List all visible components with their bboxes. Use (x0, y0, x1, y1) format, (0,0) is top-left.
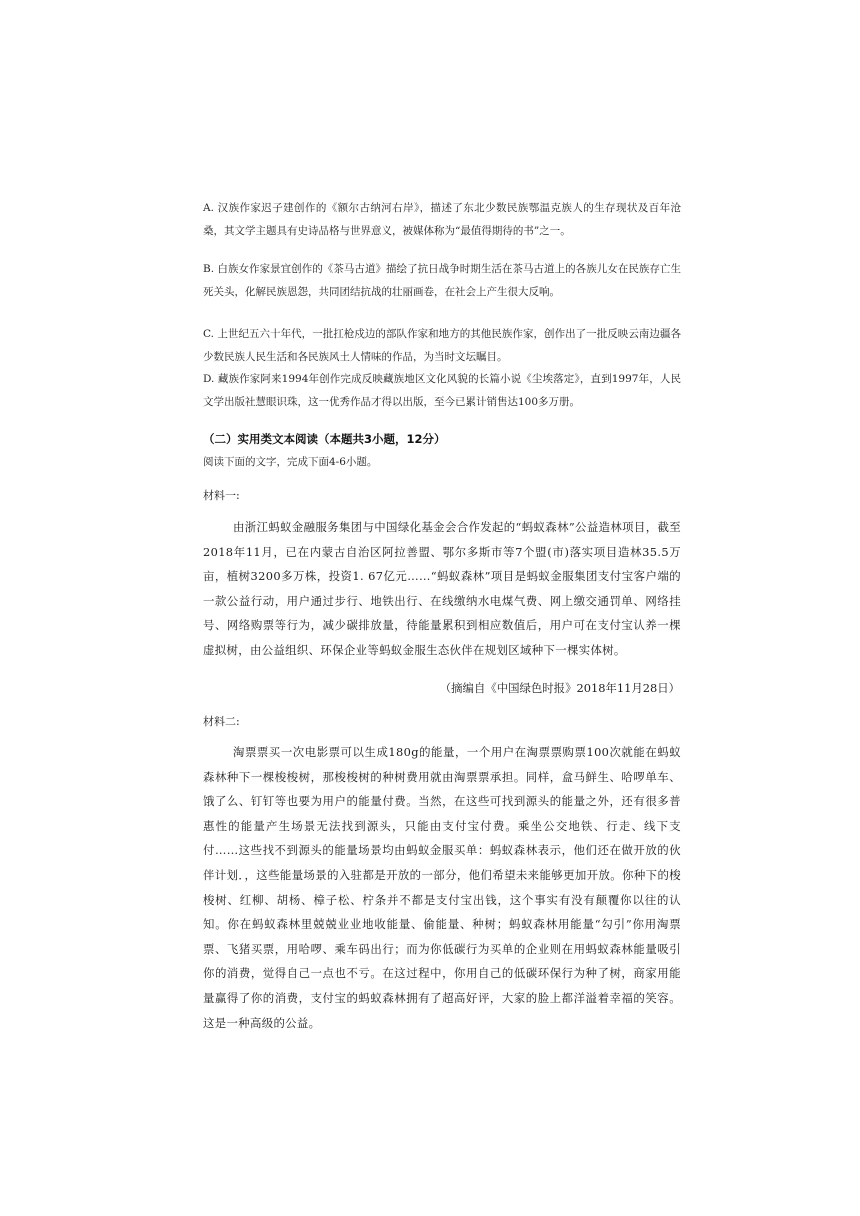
material-1-label: 材料一: (203, 489, 240, 502)
section-instructions: 阅读下面的文字，完成下面4-6小题。 (203, 456, 378, 468)
option-a-text: A. 汉族作家迟子建创作的《额尔古纳河右岸》，描述了东北少数民族鄂温克族人的生存现状及百年沧桑，其文学主题具有史诗品格与世界意义，被媒体称为“最值得期待的书”之一。 (203, 202, 681, 237)
material-1-body: 由浙江蚂蚁金融服务集团与中国绿化基金会合作发起的“蚂蚁森林”公益造林项目，截至2018年11月，已在内蒙古自治区阿拉善盟、鄂尔多斯市等7个盟(市)落实项目造林35.5万亩，植树3200多万株，投资1. 67亿元……“蚂蚁森林”项目是蚂蚁金服集团支付宝客户端的一款公益行动，用户通过步行、地铁出行、在线缴纳水电煤气费、网上缴交通罚单、网络挂号、网络购票等行为，减少碳排放量，待能量累积到相应数值后，用户可在支付宝认养一棵虚拟树，由公益组织、环保企业等蚂蚁金服生态伙伴在规划区域种下一棵实体树。 (203, 520, 681, 657)
option-a (203, 197, 681, 243)
option-c (203, 323, 681, 369)
material-2-label: 材料二: (203, 715, 240, 728)
option-b (203, 258, 681, 304)
section-heading: （二）实用类文本阅读（本题共3小题，12分） (203, 432, 446, 446)
option-d-text: D. 藏族作家阿来1994年创作完成反映藏族地区文化风貌的长篇小说《尘埃落定》，直到1997年，人民文学出版社慧眼识珠，这一优秀作品才得以出版，至今已累计销售达100多万册。 (203, 373, 681, 408)
option-c-text: C. 上世纪五六十年代，一批扛枪戍边的部队作家和地方的其他民族作家，创作出了一批反映云南边疆各少数民族人民生活和各民族风土人情味的作品，为当时文坛瞩目。 (203, 328, 681, 363)
material-1-source: （摘编自《中国绿色时报》2018年11月28日） (439, 681, 680, 695)
option-b-text: B. 白族女作家景宜创作的《茶马古道》描绘了抗日战争时期生活在茶马古道上的各族儿女在民族存亡生死关头，化解民族恩怨，共同团结抗战的壮丽画卷，在社会上产生很大反响。 (203, 263, 681, 298)
material-2-body: 淘票票买一次电影票可以生成180g的能量，一个用户在淘票票购票100次就能在蚂蚁森林种下一棵梭梭树，那梭梭树的种树费用就由淘票票承担。同样，盒马鲜生、哈啰单车、饿了么、钉钉等也要为用户的能量付费。当然，在这些可找到源头的能量之外，还有很多普惠性的能量产生场景无法找到源头，只能由支付宝付费。乘坐公交地铁、行走、线下支付……这些找不到源头的能量场景均由蚂蚁金服买单：蚂蚁森林表示，他们还在做开放的伙伴计划．，这些能量场景的入驻都是开放的一部分，他们希望未来能够更加开放。你种下的梭梭树、红柳、胡杨、樟子松、柠条并不都是支付宝出钱，这个事实有没有颠覆你以往的认知。你在蚂蚁森林里兢兢业业地收能量、偷能量、种树；蚂蚁森林用能量“勾引”你用淘票票、飞猪买票，用哈啰、乘车码出行；而为你低碳行为买单的企业则在用蚂蚁森林能量吸引你的消费，觉得自己一点也不亏。在这过程中，你用自己的低碳环保行为种了树，商家用能量赢得了你的消费，支付宝的蚂蚁森林拥有了超高好评，大家的脸上都洋溢着幸福的笑容。这是一种高级的公益。 (203, 745, 681, 1030)
option-d (203, 368, 681, 414)
